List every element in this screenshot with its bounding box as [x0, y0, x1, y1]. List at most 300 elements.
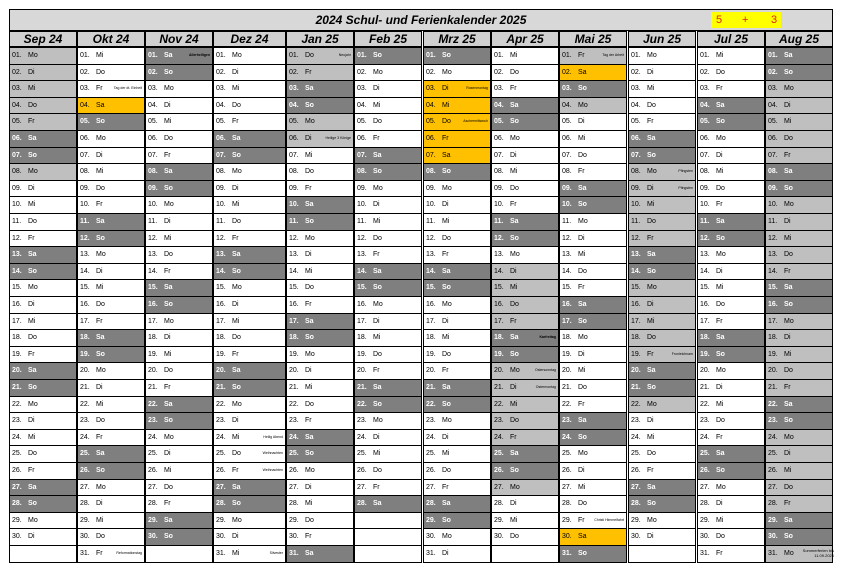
weekday-label: Mi: [164, 234, 172, 242]
weekday-label: Sa: [28, 135, 37, 142]
day-number: 09.: [426, 184, 436, 192]
day-number: 24.: [216, 433, 226, 441]
day-cell: [559, 429, 627, 447]
weekday-label: Do: [28, 334, 37, 342]
day-number: 29.: [631, 516, 641, 524]
day-number: 24.: [80, 433, 90, 441]
weekday-label: Do: [232, 218, 241, 225]
day-number: 29.: [12, 516, 22, 524]
day-number: 23.: [148, 417, 158, 425]
day-number: 08.: [357, 168, 367, 176]
day-number: 07.: [426, 151, 436, 159]
weekday-label: Do: [96, 68, 105, 76]
day-cell: [423, 47, 491, 65]
weekday-label: Fr: [232, 467, 239, 474]
weekday-label: Mi: [442, 334, 450, 342]
day-number: 05.: [216, 118, 226, 126]
day-number: 30.: [700, 533, 710, 541]
day-number: 17.: [631, 317, 641, 325]
day-number: 13.: [768, 251, 778, 259]
holiday-note: Tag der Arbeit: [602, 53, 624, 57]
day-cell: [423, 279, 491, 297]
day-number: 05.: [426, 118, 436, 126]
day-number: 07.: [148, 151, 158, 159]
day-cell: [697, 230, 765, 248]
day-cell: [765, 246, 833, 264]
day-cell: [145, 495, 213, 513]
weekday-label: Mi: [578, 483, 586, 491]
day-cell: [491, 412, 559, 430]
day-number: 28.: [80, 500, 90, 508]
weekday-label: Di: [96, 267, 103, 275]
day-cell: [145, 479, 213, 497]
weekday-label: Mo: [232, 400, 242, 408]
day-number: 10.: [80, 201, 90, 209]
day-number: 30.: [80, 533, 90, 541]
weekday-label: Mi: [164, 118, 172, 126]
month-header-3: Dez 24: [213, 31, 286, 47]
day-cell: [559, 196, 627, 214]
weekday-label: Fr: [164, 267, 171, 275]
day-number: 20.: [148, 367, 158, 375]
day-cell: [697, 462, 765, 480]
day-cell: [697, 246, 765, 264]
weekday-label: Di: [647, 184, 654, 192]
weekday-label: Di: [305, 251, 312, 259]
weekday-label: Di: [305, 483, 312, 491]
day-cell: [697, 263, 765, 281]
day-cell: [354, 180, 422, 198]
day-number: 06.: [562, 135, 572, 142]
weekday-label: So: [373, 284, 382, 292]
day-number: 19.: [357, 350, 367, 358]
day-number: 14.: [12, 267, 22, 275]
day-cell: [286, 97, 354, 115]
day-number: 07.: [80, 151, 90, 159]
day-cell: [423, 113, 491, 131]
day-number: 26.: [12, 467, 22, 474]
day-number: 29.: [562, 516, 572, 524]
day-cell: [765, 64, 833, 82]
weekday-label: Di: [305, 135, 312, 142]
day-number: 02.: [80, 68, 90, 76]
day-cell: [423, 230, 491, 248]
day-cell: [628, 329, 696, 347]
day-number: 16.: [426, 301, 436, 308]
day-cell: [145, 279, 213, 297]
weekday-label: Fr: [28, 467, 35, 474]
day-cell: [628, 445, 696, 463]
day-number: 26.: [216, 467, 226, 474]
day-cell: [423, 130, 491, 148]
day-cell: [354, 246, 422, 264]
day-number: 23.: [12, 417, 22, 425]
day-cell: [286, 445, 354, 463]
weekday-label: Di: [442, 201, 449, 209]
weekday-label: Sa: [373, 384, 382, 391]
day-number: 27.: [494, 483, 504, 491]
weekday-label: Fr: [510, 201, 517, 209]
day-number: 11.: [494, 218, 504, 225]
weekday-label: Fr: [28, 234, 35, 242]
day-cell: [423, 528, 491, 546]
weekday-label: Mo: [305, 350, 315, 358]
day-number: 04.: [216, 101, 226, 109]
weekday-label: Di: [28, 68, 35, 76]
day-cell: [491, 80, 559, 98]
day-number: 07.: [768, 151, 778, 159]
day-cell: [145, 412, 213, 430]
day-number: 25.: [289, 450, 299, 458]
weekday-label: Mo: [96, 483, 106, 491]
day-cell: [145, 163, 213, 181]
weekday-label: Fr: [232, 234, 239, 242]
weekday-label: Do: [232, 334, 241, 342]
weekday-label: So: [96, 350, 105, 358]
day-cell: [628, 246, 696, 264]
day-cell: [77, 180, 145, 198]
weekday-label: So: [784, 301, 793, 308]
day-number: 23.: [426, 417, 436, 425]
day-number: 02.: [289, 68, 299, 76]
weekday-label: Di: [232, 533, 239, 541]
month-header-5: Feb 25: [354, 31, 422, 47]
day-cell: [559, 47, 627, 65]
day-cell: [491, 528, 559, 546]
day-cell: [354, 495, 422, 513]
weekday-label: Sa: [28, 483, 37, 491]
day-cell: [354, 64, 422, 82]
day-cell: [145, 64, 213, 82]
weekday-label: Do: [784, 135, 793, 142]
day-cell: [9, 163, 77, 181]
month-header-9: Jun 25: [628, 31, 696, 47]
day-number: 05.: [12, 118, 22, 126]
day-cell: [77, 479, 145, 497]
day-number: 04.: [426, 101, 436, 109]
weekday-label: Mi: [716, 400, 724, 408]
weekday-label: Fr: [716, 433, 723, 441]
weekday-label: Sa: [305, 317, 314, 325]
day-number: 12.: [148, 234, 158, 242]
weekday-label: Fr: [578, 284, 585, 292]
weekday-label: Fr: [716, 201, 723, 209]
day-cell: [286, 313, 354, 331]
day-cell: [559, 279, 627, 297]
day-cell: [354, 97, 422, 115]
day-number: 30.: [562, 533, 572, 541]
weekday-label: Di: [232, 301, 239, 308]
day-number: 25.: [700, 450, 710, 458]
weekday-label: Fr: [784, 500, 791, 508]
weekday-label: Sa: [784, 284, 793, 292]
weekday-label: Di: [510, 500, 517, 508]
weekday-label: Di: [784, 334, 791, 342]
weekday-label: Do: [578, 267, 587, 275]
day-number: 22.: [631, 400, 641, 408]
day-number: 06.: [700, 135, 710, 142]
weekday-label: Mo: [510, 251, 520, 259]
day-number: 13.: [631, 251, 641, 259]
weekday-label: Di: [164, 450, 171, 458]
day-number: 26.: [289, 467, 299, 474]
day-number: 30.: [289, 533, 299, 541]
weekday-label: Mi: [716, 516, 724, 524]
day-number: 06.: [289, 135, 299, 142]
weekday-label: Di: [442, 550, 449, 557]
day-cell: [77, 113, 145, 131]
day-number: 21.: [768, 384, 778, 391]
day-number: 11.: [216, 218, 226, 225]
day-cell: [213, 230, 286, 248]
day-cell: [9, 47, 77, 65]
day-cell: [628, 479, 696, 497]
day-number: 09.: [12, 184, 22, 192]
day-cell: [628, 313, 696, 331]
day-cell: [9, 379, 77, 397]
weekday-label: Mi: [510, 168, 518, 176]
weekday-label: Do: [442, 467, 451, 474]
weekday-label: Mo: [578, 450, 588, 458]
day-number: 28.: [631, 500, 641, 508]
empty-cell: [491, 545, 559, 563]
day-number: 11.: [426, 218, 436, 225]
day-number: 21.: [631, 384, 641, 391]
weekday-label: So: [164, 301, 173, 308]
day-cell: [559, 64, 627, 82]
day-cell: [765, 329, 833, 347]
day-cell: [559, 147, 627, 165]
day-cell: [213, 64, 286, 82]
day-number: 22.: [426, 400, 436, 408]
weekday-label: Mi: [784, 234, 792, 242]
month-header-4: Jan 25: [286, 31, 354, 47]
day-cell: [559, 512, 627, 530]
day-number: 22.: [80, 400, 90, 408]
weekday-label: Do: [305, 400, 314, 408]
holiday-note: Heilige 3 Könige: [325, 136, 351, 140]
day-number: 17.: [562, 317, 572, 325]
weekday-label: Do: [716, 184, 725, 192]
day-number: 02.: [631, 68, 641, 76]
weekday-label: Sa: [28, 367, 37, 375]
weekday-label: So: [578, 550, 587, 557]
day-cell: [77, 429, 145, 447]
weekday-label: Mo: [442, 68, 452, 76]
weekday-label: So: [716, 467, 725, 474]
day-cell: [765, 313, 833, 331]
day-cell: [559, 313, 627, 331]
day-cell: [77, 495, 145, 513]
day-number: 06.: [426, 135, 436, 142]
day-number: 01.: [700, 52, 710, 59]
day-number: 28.: [12, 500, 22, 508]
day-number: 22.: [148, 400, 158, 408]
day-cell: [491, 313, 559, 331]
day-number: 06.: [631, 135, 641, 142]
day-cell: [491, 495, 559, 513]
day-cell: [559, 362, 627, 380]
holiday-note: Allerheiligen: [188, 53, 210, 57]
day-number: 03.: [768, 85, 778, 93]
day-cell: [559, 479, 627, 497]
holiday-note: Fronleichnam: [671, 351, 693, 356]
weekday-label: So: [28, 384, 37, 391]
weekday-label: So: [373, 52, 382, 59]
day-cell: [765, 213, 833, 231]
day-number: 19.: [426, 350, 436, 358]
day-number: 21.: [494, 384, 504, 391]
day-cell: [628, 462, 696, 480]
day-number: 27.: [80, 483, 90, 491]
day-number: 05.: [631, 118, 641, 126]
weekday-label: Sa: [373, 500, 382, 508]
weekday-label: Mi: [232, 201, 240, 209]
weekday-label: Mi: [164, 350, 172, 358]
day-number: 21.: [562, 384, 572, 391]
weekday-label: Sa: [442, 500, 451, 508]
weekday-label: Di: [578, 467, 585, 474]
weekday-label: Do: [373, 234, 382, 242]
weekday-label: Sa: [164, 400, 173, 408]
weekday-label: Mo: [510, 367, 520, 375]
weekday-label: So: [578, 433, 587, 441]
footnote: Sommerferien bis 11.09.2025: [802, 548, 834, 558]
day-cell: [559, 545, 627, 563]
weekday-label: Di: [647, 417, 654, 425]
day-cell: [765, 97, 833, 115]
day-number: 23.: [494, 417, 504, 425]
day-cell: [423, 180, 491, 198]
day-cell: [697, 329, 765, 347]
weekday-label: Sa: [442, 384, 451, 391]
day-number: 31.: [426, 550, 436, 557]
empty-cell: [145, 545, 213, 563]
weekday-label: Mo: [28, 284, 38, 292]
day-number: 14.: [357, 267, 367, 275]
weekday-label: Fr: [305, 301, 312, 308]
weekday-label: Mo: [305, 467, 315, 474]
day-cell: [213, 313, 286, 331]
day-cell: [697, 412, 765, 430]
day-cell: [145, 196, 213, 214]
day-number: 18.: [148, 334, 158, 342]
day-number: 25.: [631, 450, 641, 458]
day-number: 12.: [494, 234, 504, 242]
day-cell: [9, 528, 77, 546]
day-number: 10.: [289, 201, 299, 209]
day-cell: [491, 329, 559, 347]
day-number: 17.: [289, 317, 299, 325]
day-cell: [77, 263, 145, 281]
day-number: 20.: [80, 367, 90, 375]
day-cell: [423, 97, 491, 115]
day-number: 11.: [357, 218, 367, 225]
day-number: 06.: [80, 135, 90, 142]
weekday-label: Di: [442, 85, 449, 93]
day-number: 25.: [768, 450, 778, 458]
day-number: 03.: [80, 85, 90, 93]
weekday-label: Mo: [305, 118, 315, 126]
day-number: 17.: [357, 317, 367, 325]
day-number: 25.: [148, 450, 158, 458]
day-cell: [213, 346, 286, 364]
weekday-label: Mi: [96, 168, 104, 176]
day-cell: [559, 263, 627, 281]
day-cell: [491, 479, 559, 497]
day-cell: [697, 147, 765, 165]
day-number: 27.: [426, 483, 436, 491]
day-number: 12.: [289, 234, 299, 242]
day-number: 27.: [148, 483, 158, 491]
weekday-label: Mi: [232, 317, 240, 325]
weekday-label: So: [442, 284, 451, 292]
day-cell: [423, 296, 491, 314]
day-number: 07.: [631, 151, 641, 159]
day-cell: [628, 180, 696, 198]
day-number: 06.: [494, 135, 504, 142]
weekday-label: Di: [164, 101, 171, 109]
weekday-label: Mo: [784, 317, 794, 325]
day-number: 09.: [562, 184, 572, 192]
day-cell: [559, 528, 627, 546]
weekday-label: So: [442, 516, 451, 524]
day-cell: [145, 130, 213, 148]
weekday-label: Mi: [442, 450, 450, 458]
day-cell: [213, 97, 286, 115]
weekday-label: Mi: [96, 400, 104, 408]
weekday-label: Di: [784, 450, 791, 458]
day-cell: [77, 545, 145, 563]
day-cell: [697, 313, 765, 331]
day-number: 08.: [768, 168, 778, 176]
weekday-label: Mo: [442, 417, 452, 425]
weekday-label: Do: [784, 367, 793, 375]
weekday-label: Do: [716, 68, 725, 76]
weekday-label: Di: [647, 533, 654, 541]
weekday-label: Sa: [510, 101, 519, 109]
day-number: 13.: [148, 251, 158, 259]
weekday-label: Di: [164, 334, 171, 342]
weekday-label: Mi: [442, 218, 450, 225]
day-number: 01.: [631, 52, 641, 59]
day-cell: [9, 396, 77, 414]
day-cell: [697, 445, 765, 463]
day-number: 05.: [768, 118, 778, 126]
day-number: 05.: [357, 118, 367, 126]
day-cell: [286, 230, 354, 248]
day-cell: [628, 296, 696, 314]
day-cell: [765, 429, 833, 447]
day-number: 18.: [494, 334, 504, 342]
weekday-label: Sa: [647, 483, 656, 491]
day-cell: [423, 147, 491, 165]
day-number: 29.: [768, 516, 778, 524]
day-number: 08.: [631, 168, 641, 176]
day-cell: [354, 213, 422, 231]
weekday-label: Sa: [164, 52, 173, 59]
day-cell: [697, 495, 765, 513]
day-number: 16.: [12, 301, 22, 308]
day-number: 14.: [289, 267, 299, 275]
weekday-label: Sa: [510, 334, 519, 342]
day-number: 31.: [216, 550, 226, 557]
day-number: 24.: [12, 433, 22, 441]
day-cell: [286, 130, 354, 148]
weekday-label: Di: [716, 151, 723, 159]
day-cell: [765, 296, 833, 314]
day-number: 20.: [289, 367, 299, 375]
